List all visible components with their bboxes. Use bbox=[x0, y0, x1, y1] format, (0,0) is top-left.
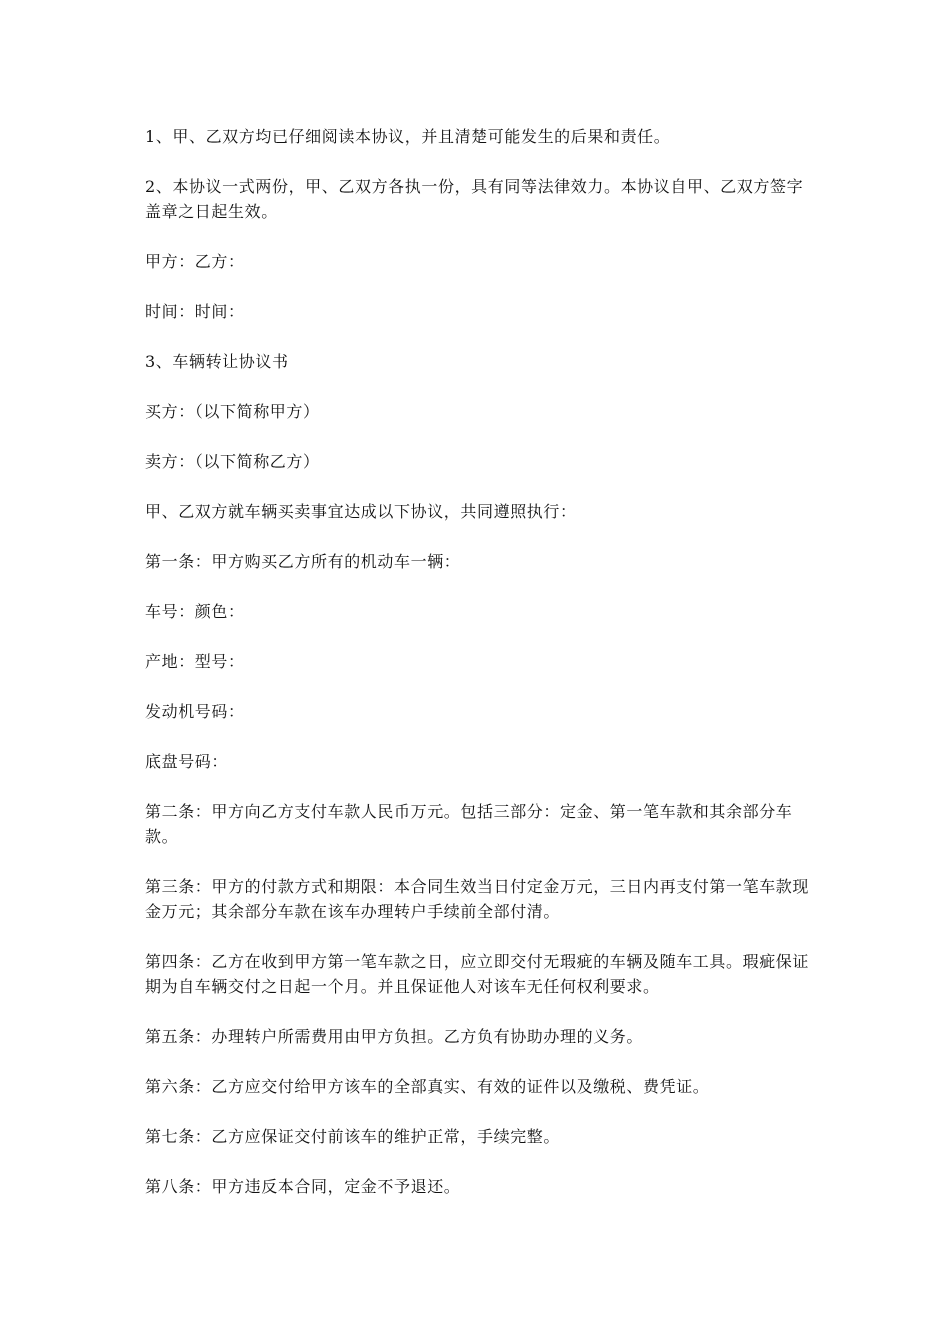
article-6: 第六条：乙方应交付给甲方该车的全部真实、有效的证件以及缴税、费凭证。 bbox=[145, 1077, 710, 1096]
seller-line: 卖方：（以下简称乙方） bbox=[145, 452, 320, 471]
document-body bbox=[145, 124, 815, 1224]
article-3: 第三条：甲方的付款方式和期限：本合同生效当日付定金万元，三日内再支付第一笔车款现金万元；其余部分车款在该车办理转户手续前全部付清。 bbox=[145, 877, 810, 921]
article-5: 第五条：办理转户所需费用由甲方负担。乙方负有协助办理的义务。 bbox=[145, 1027, 644, 1046]
vehicle-origin-model-line: 产地：型号： bbox=[145, 652, 245, 671]
clause-paragraph: 1、甲、乙双方均已仔细阅读本协议，并且清楚可能发生的后果和责任。 bbox=[145, 127, 671, 146]
article-1: 第一条：甲方购买乙方所有的机动车一辆： bbox=[145, 552, 461, 571]
article-8: 第八条：甲方违反本合同，定金不予退还。 bbox=[145, 1177, 461, 1196]
date-line: 时间：时间： bbox=[145, 302, 245, 321]
vehicle-plate-color-line: 车号：颜色： bbox=[145, 602, 245, 621]
clause-paragraph: 2、本协议一式两份，甲、乙双方各执一份，具有同等法律效力。本协议自甲、乙双方签字盖章之日起生效。 bbox=[145, 177, 804, 221]
chassis-number-line: 底盘号码： bbox=[145, 752, 229, 771]
signature-line: 甲方：乙方： bbox=[145, 252, 245, 271]
section-heading: 3、车辆转让协议书 bbox=[145, 352, 289, 371]
article-4: 第四条：乙方在收到甲方第一笔车款之日，应立即交付无瑕疵的车辆及随车工具。瑕疵保证期为自车辆交付之日起一个月。并且保证他人对该车无任何权利要求。 bbox=[145, 952, 810, 996]
article-2: 第二条：甲方向乙方支付车款人民币万元。包括三部分：定金、第一笔车款和其余部分车款。 bbox=[145, 802, 793, 846]
article-7: 第七条：乙方应保证交付前该车的维护正常，手续完整。 bbox=[145, 1127, 561, 1146]
intro-paragraph: 甲、乙双方就车辆买卖事宜达成以下协议，共同遵照执行： bbox=[145, 502, 577, 521]
buyer-line: 买方：（以下简称甲方） bbox=[145, 402, 320, 421]
engine-number-line: 发动机号码： bbox=[145, 702, 245, 721]
